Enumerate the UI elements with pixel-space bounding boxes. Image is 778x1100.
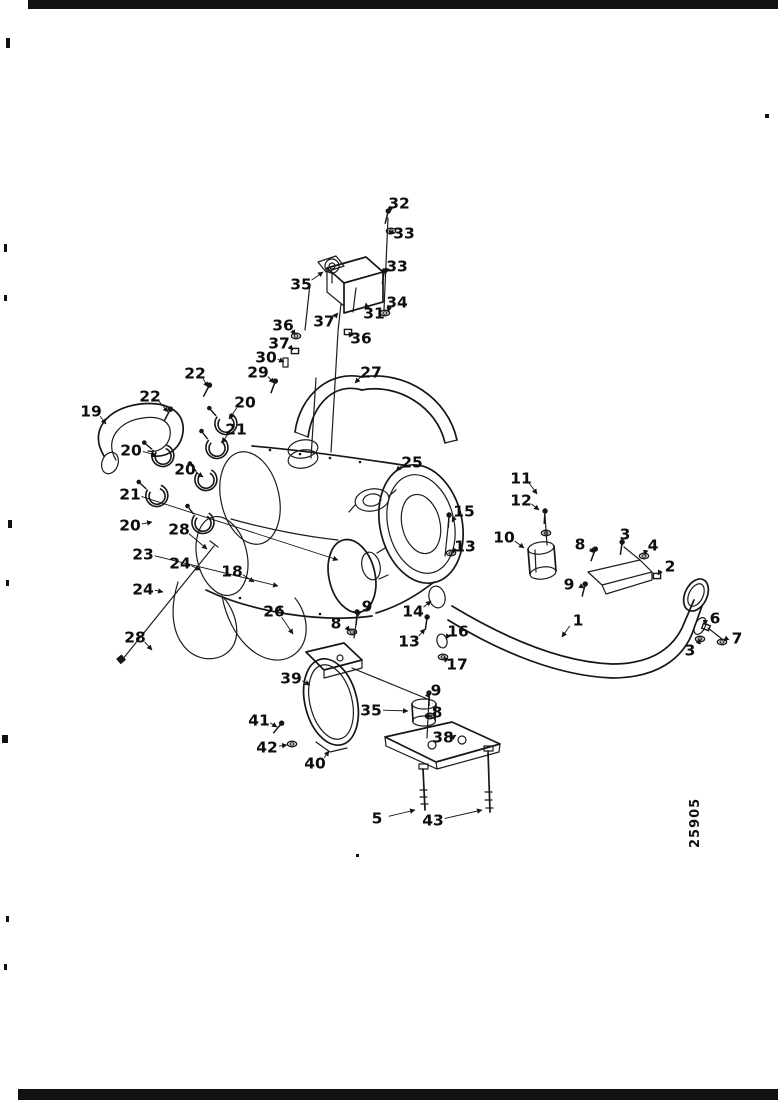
callout-label: 14	[402, 602, 424, 621]
callout-label: 18	[221, 562, 243, 581]
callout-label: 26	[263, 602, 285, 621]
callout-label: 3	[619, 525, 631, 544]
callout-label: 9	[563, 575, 575, 594]
callout-label: 3	[684, 641, 696, 660]
callout-label: 36	[272, 316, 294, 335]
callout-label: 9	[430, 681, 442, 700]
callout-label: 22	[184, 364, 206, 383]
callout-label: 22	[139, 387, 161, 406]
callout-label: 37	[268, 334, 290, 353]
callout-label: 1	[572, 611, 584, 630]
callout-label: 2	[664, 557, 676, 576]
callout-label: 27	[360, 363, 382, 382]
leader-line	[312, 272, 323, 280]
callout-label: 8	[330, 614, 342, 633]
inlet-connector	[527, 508, 556, 581]
callout-label: 16	[447, 622, 469, 641]
callout-label: 13	[454, 537, 476, 556]
mount-assembly	[385, 690, 500, 812]
callout-label: 15	[453, 502, 475, 521]
callout-label: 17	[446, 655, 468, 674]
inlet-hose	[98, 404, 183, 477]
hanger-wire	[173, 582, 306, 660]
leader-line	[581, 586, 584, 588]
callout-label: 35	[360, 701, 382, 720]
callout-label: 32	[388, 194, 410, 213]
callout-label: 33	[393, 224, 415, 243]
callout-label: 28	[124, 628, 146, 647]
leader-line	[383, 710, 408, 711]
callout-label: 24	[169, 554, 191, 573]
callout-label: 36	[350, 329, 372, 348]
leader-line	[562, 626, 570, 637]
artifact-code: 25905	[688, 797, 703, 848]
callout-label: 11	[510, 469, 532, 488]
leader-line	[334, 313, 338, 317]
callout-label: 21	[119, 485, 141, 504]
leader-line	[445, 810, 482, 818]
callout-label: 13	[398, 632, 420, 651]
leader-line	[279, 745, 287, 746]
callout-label: 39	[280, 669, 302, 688]
callout-label: 28	[168, 520, 190, 539]
callout-label: 21	[225, 420, 247, 439]
clamp-ring	[271, 643, 430, 752]
callout-label: 33	[386, 257, 408, 276]
leader-line	[515, 541, 524, 548]
callout-label: 12	[510, 491, 532, 510]
callout-label: 25	[401, 453, 423, 472]
callout-label: 23	[132, 545, 154, 564]
leader-line	[142, 522, 152, 524]
callout-label: 5	[371, 809, 383, 828]
callout-label: 4	[647, 536, 659, 555]
callout-label: 29	[247, 363, 269, 382]
callout-label: 20	[119, 516, 141, 535]
callout-label: 38	[432, 728, 454, 747]
scan-artifacts	[2, 0, 778, 1100]
callout-label: 30	[255, 348, 277, 367]
leader-line	[531, 504, 539, 510]
leader-line	[389, 810, 415, 816]
callout-label: 35	[290, 275, 312, 294]
callout-label: 41	[248, 711, 270, 730]
callout-layer	[80, 195, 742, 830]
support-strap	[295, 376, 457, 443]
muffler-body	[189, 438, 475, 619]
callout-label: 43	[422, 811, 444, 830]
callout-label: 9	[361, 597, 373, 616]
callout-label: 20	[120, 441, 142, 460]
callout-label: 24	[132, 580, 154, 599]
callout-label: 10	[493, 528, 515, 547]
callout-label: 42	[256, 738, 278, 757]
callout-label: 31	[363, 304, 385, 323]
callout-label: 7	[731, 629, 743, 648]
leader-line	[423, 601, 431, 607]
leader-line	[645, 551, 646, 555]
leader-line	[143, 452, 156, 455]
leader-line	[155, 590, 163, 592]
callout-label: 8	[574, 535, 586, 554]
leader-line	[455, 735, 456, 736]
callout-label: 20	[234, 393, 256, 412]
callout-label: 6	[709, 609, 721, 628]
callout-label: 40	[304, 754, 326, 773]
callout-label: 20	[174, 460, 196, 479]
callout-label: 8	[431, 703, 443, 722]
callout-label: 19	[80, 402, 102, 421]
leader-line	[243, 575, 254, 582]
callout-label: 34	[386, 293, 408, 312]
callout-label: 37	[313, 312, 335, 331]
leader-line	[270, 723, 277, 727]
